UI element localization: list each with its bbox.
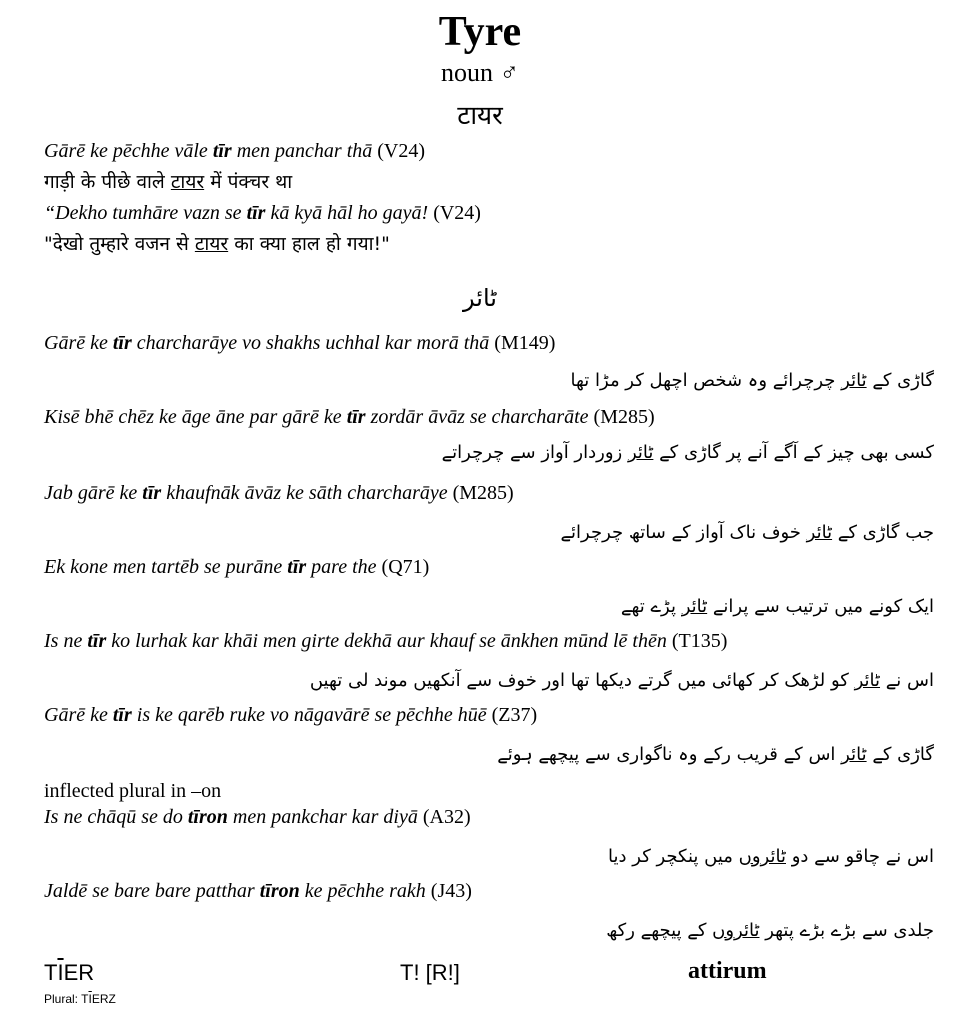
transliteration-line: “Dekho tumhāre vazn se tīr kā kyā hāl ho gayā! (V24) — [44, 202, 481, 224]
transliteration-line: Ek kone men tartēb se purāne tīr pare the (Q71) — [44, 556, 430, 578]
urdu-line: جب گاڑی کے ٹائر خوف ناک آواز کے ساتھ چرچرائے — [560, 522, 934, 543]
plural-pronunciation: Plural: $T\overline{I}ERZ$ — [44, 992, 116, 1006]
urdu-line: گاڑی کے ٹائر چرچرائے وہ شخص اچھل کر مڑا تھا — [570, 370, 934, 391]
pronunciation-alt: attirum — [688, 958, 767, 984]
hindi-headword: टायर — [457, 101, 503, 131]
transliteration-line: Gārē ke tīr charcharāye vo shakhs uchhal kar morā thā (M149) — [44, 332, 556, 354]
headword: Tyre — [438, 9, 522, 55]
hindi-line: गाड़ी के पीछे वाले टायर में पंक्चर था — [44, 171, 293, 193]
urdu-headword: ٹائر — [463, 284, 497, 312]
pronunciation-code: T! [R!] — [400, 960, 460, 985]
hindi-line: "देखो तुम्हारे वजन से टायर का क्या हाल हो गया!" — [44, 233, 390, 255]
urdu-line: گاڑی کے ٹائر اس کے قریب رکے وہ ناگواری سے پیچھے ہوئے — [497, 744, 934, 765]
urdu-line: کسی بھی چیز کے آگے آنے پر گاڑی کے ٹائر زوردار آواز سے چرچراتے — [441, 442, 934, 463]
part-of-speech: noun ♂ — [441, 58, 519, 87]
inflected-plural-note: inflected plural in –on — [44, 780, 222, 802]
pronunciation-respelling: $T\overline{I}ER$ — [44, 960, 95, 985]
transliteration-line: Is ne chāqū se do tīron men pankchar kar diyā (A32) — [44, 806, 471, 828]
urdu-line: جلدی سے بڑے بڑے پتھر ٹائروں کے پیچھے رکھ — [606, 920, 934, 941]
transliteration-line: Jab gārē ke tīr khaufnāk āvāz ke sāth charcharāye (M285) — [44, 482, 514, 504]
urdu-line: اس نے چاقو سے دو ٹائروں میں پنکچر کر دیا — [608, 846, 934, 867]
transliteration-line: Gārē ke pēchhe vāle tīr men panchar thā (V24) — [44, 140, 426, 162]
transliteration-line: Jaldē se bare bare patthar tīron ke pēchhe rakh (J43) — [44, 880, 472, 902]
transliteration-line: Gārē ke tīr is ke qarēb ruke vo nāgavārē se pēchhe hūē (Z37) — [44, 704, 538, 726]
urdu-line: اس نے ٹائر کو لڑھک کر کھائی میں گرتے دیکھا تھا اور خوف سے آنکھیں موند لی تھیں — [309, 670, 934, 691]
transliteration-line: Kisē bhē chēz ke āge āne par gārē ke tīr zordār āvāz se charcharāte (M285) — [44, 406, 655, 428]
transliteration-line: Is ne tīr ko lurhak kar khāi men girte dekhā aur khauf se ānkhen mūnd lē thēn (T135) — [44, 630, 728, 652]
urdu-line: ایک کونے میں ترتیب سے پرانے ٹائر پڑے تھے — [620, 596, 934, 617]
